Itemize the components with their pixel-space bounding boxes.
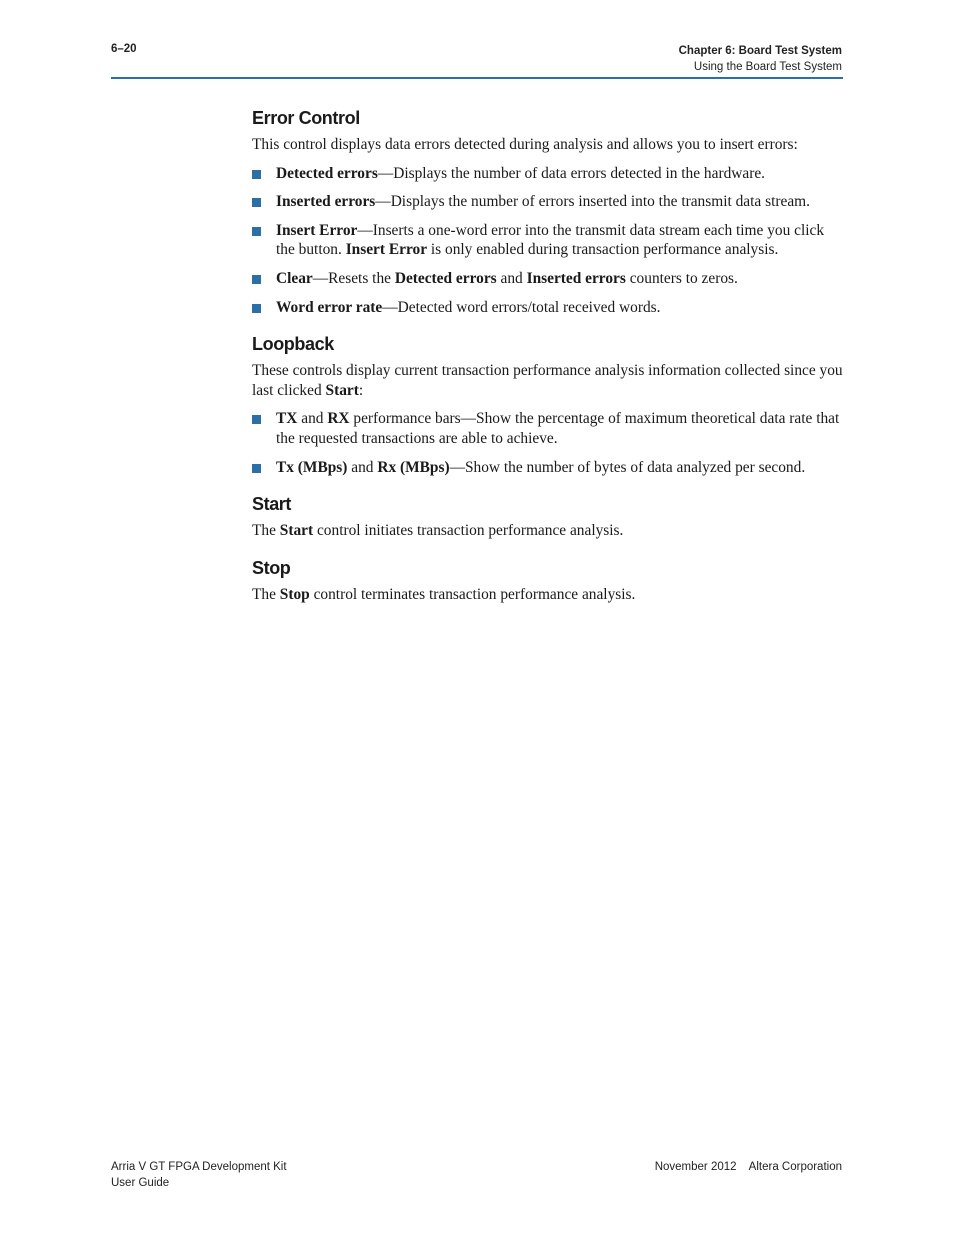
heading-start: Start [252,494,292,515]
term-inserted-errors: Inserted errors [526,269,626,287]
bullet-square-icon [252,275,261,284]
term-tx: TX [276,410,298,428]
item-text: —Displays the number of errors inserted into the transmit data stream. [375,193,810,211]
item-text: —Displays the number of data errors detected in the hardware. [377,164,766,182]
item-text: and [496,269,527,287]
body-text: The [252,585,280,603]
intro-text: These controls display current transaction performance analysis information collected since you last clicked [252,362,843,399]
section-stop [252,557,844,605]
term-start: Start [279,522,314,540]
header-rule [111,77,843,79]
bullet-square-icon [252,198,261,207]
heading-loopback: Loopback [252,334,334,355]
section-loopback [252,333,844,477]
list-item [252,164,844,184]
footer-date-company: November 2012 Altera Corporation [654,1161,842,1173]
term-stop: Stop [279,585,310,603]
list-item [252,458,844,478]
list-item [252,192,844,212]
footer-doc-title: Arria V GT FPGA Development Kit [111,1161,287,1173]
loopback-intro [252,361,844,400]
body-text: The [252,522,280,540]
item-text: performance bars—Show the percentage of maximum theoretical data rate that the requested transactions are able to achieve. [276,410,840,447]
term-rx-mbps: Rx (MBps) [377,458,450,476]
heading-stop: Stop [252,557,291,578]
list-item [252,298,844,318]
bullet-square-icon [252,227,261,236]
footer-doc-info [111,1159,287,1191]
item-text: —Detected word errors/total received words. [382,298,661,316]
stop-text [252,585,844,605]
section-error-control [252,107,844,317]
item-text: and [297,410,328,428]
term-detected-errors: Detected errors [394,269,497,287]
bullet-square-icon [252,415,261,424]
term-detected-errors: Detected errors [276,164,378,182]
term-clear: Clear [276,269,313,287]
running-header [679,43,842,75]
bullet-square-icon [252,464,261,473]
item-text: and [347,458,378,476]
term-tx-mbps: Tx (MBps) [276,458,348,476]
page-number: 6–20 [111,43,137,55]
bullet-square-icon [252,170,261,179]
item-text: counters to zeros. [625,269,738,287]
term-rx: RX [327,410,350,428]
list-item [252,221,844,260]
error-control-intro: This control displays data errors detected during analysis and allows you to insert errors: [252,136,798,153]
error-control-list [252,164,844,318]
footer-doc-subtitle: User Guide [111,1177,170,1189]
term-word-error-rate: Word error rate [276,298,383,316]
section-start [252,493,844,541]
item-text: —Inserts a one-word error into the transmit data stream each time you click the button. [276,221,825,259]
intro-text: : [358,381,364,399]
list-item [252,409,844,448]
main-content [252,107,844,620]
chapter-title: Chapter 6: Board Test System [678,45,842,57]
start-text [252,521,844,541]
body-text: control terminates transaction performance analysis. [309,585,636,603]
term-inserted-errors: Inserted errors [276,193,376,211]
heading-error-control: Error Control [252,108,360,128]
term-insert-error: Insert Error [345,241,428,259]
body-text: control initiates transaction performance analysis. [313,522,624,540]
list-item [252,269,844,289]
item-text: —Resets the [312,269,395,287]
bullet-square-icon [252,304,261,313]
loopback-list [252,409,844,477]
section-title: Using the Board Test System [693,61,842,73]
item-text: —Show the number of bytes of data analyzed per second. [449,458,806,476]
term-insert-error: Insert Error [276,221,358,239]
item-text: is only enabled during transaction performance analysis. [427,241,779,259]
term-start: Start [325,381,359,399]
